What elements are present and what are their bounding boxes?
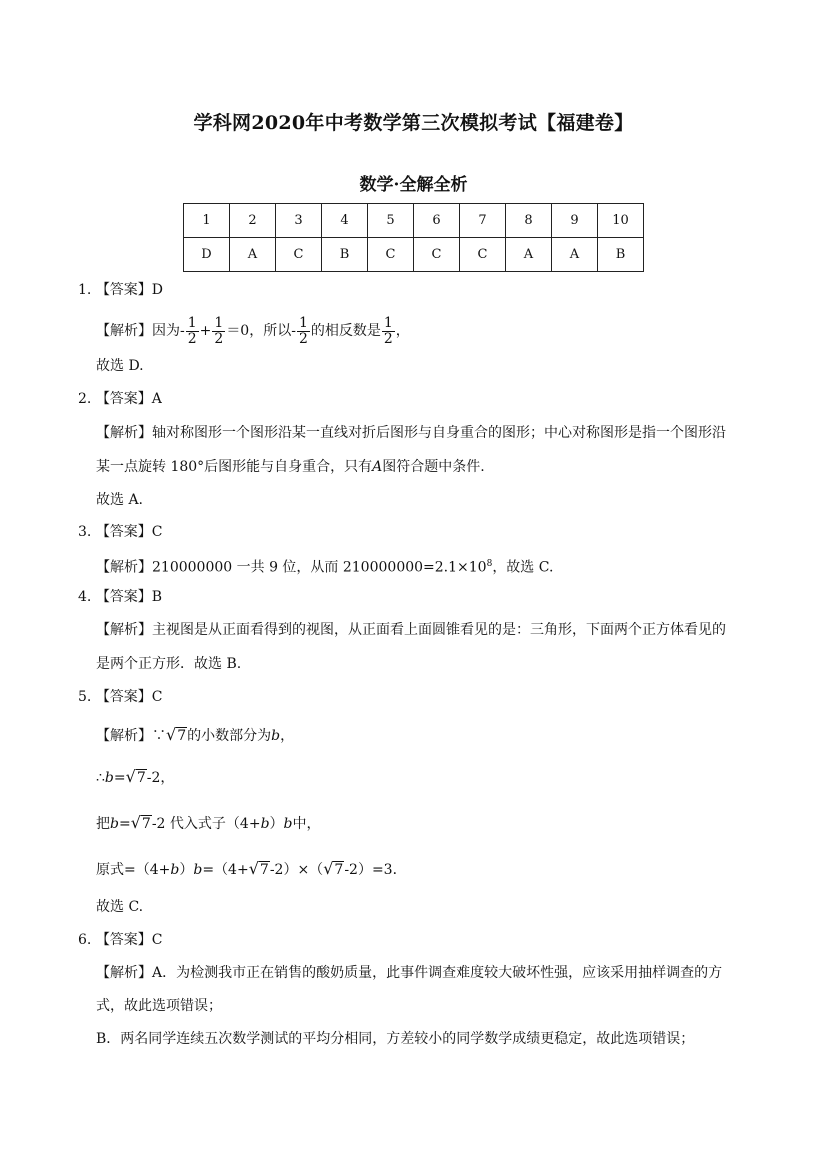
question-3-analysis [96, 554, 553, 578]
square-root [323, 859, 344, 880]
variable: b [283, 816, 293, 832]
question-5-analysis-line-3 [96, 813, 321, 834]
fraction [297, 316, 310, 347]
table-cell-answer: C [276, 238, 322, 272]
table-cell-answer: A [506, 238, 552, 272]
radical-sign-icon: √ [125, 767, 136, 786]
therefore-symbol: ∴ [96, 770, 105, 786]
analysis-text: 把 [96, 816, 110, 832]
question-5-header [78, 687, 163, 707]
analysis-text: -2）×（ [269, 862, 324, 878]
question-2-analysis-line-2 [96, 457, 485, 477]
fraction-numerator: 1 [214, 314, 224, 331]
radicand: 7 [259, 862, 269, 878]
analysis-text: ＝0，所以- [226, 323, 296, 339]
question-2-analysis-line-1: 【解析】轴对称图形一个图形沿某一直线对折后图形与自身重合的图形；中心对称图形是指一个图形沿 [96, 425, 726, 441]
analysis-text: -2）=3． [344, 862, 407, 878]
answer-label: 【答案】C [95, 689, 163, 705]
analysis-text: 【解析】210000000 一共 9 位，从而 210000000=2.1×10 [96, 559, 487, 576]
table-cell-number: 7 [460, 204, 506, 238]
analysis-text: 图符合题中条件. [382, 459, 485, 475]
answer-label: 【答案】C [95, 524, 163, 540]
radical-sign-icon: √ [323, 859, 334, 878]
radicand: 7 [177, 728, 187, 744]
analysis-text: ， [280, 728, 295, 744]
question-number: 1. [78, 282, 92, 298]
fraction-denominator: 2 [298, 330, 308, 347]
analysis-text: -2， [146, 770, 175, 786]
table-cell-number: 8 [506, 204, 552, 238]
answer-label: 【答案】C [95, 932, 163, 948]
fraction-denominator: 2 [383, 330, 393, 347]
table-cell-number: 9 [552, 204, 598, 238]
square-root [131, 813, 152, 834]
table-cell-answer: B [598, 238, 644, 272]
square-root [166, 725, 187, 746]
radicand: 7 [136, 770, 146, 786]
question-number: 5. [78, 689, 92, 705]
equals-sign: = [118, 816, 131, 832]
answer-label: 【答案】A [95, 391, 162, 407]
analysis-text: 中， [292, 816, 321, 832]
question-6-analysis-line-3: B．两名同学连续五次数学测试的平均分相同，方差较小的同学数学成绩更稳定，故此选项错误； [96, 1031, 695, 1047]
answer-label: 【答案】B [95, 589, 163, 605]
question-1-analysis [96, 314, 410, 348]
variable: b [104, 770, 114, 786]
table-cell-number: 10 [598, 204, 644, 238]
question-5-analysis-line-2 [96, 767, 174, 788]
question-4-analysis-line-2: 是两个正方形．故选 B. [96, 656, 242, 672]
variable: b [170, 862, 180, 878]
fraction-numerator: 1 [383, 314, 393, 331]
question-1-header [78, 280, 163, 300]
page-title: 学科网2020年中考数学第三次模拟考试【福建卷】 [193, 112, 634, 134]
table-cell-number: 2 [230, 204, 276, 238]
analysis-text: ， [395, 323, 410, 339]
table-cell-number: 3 [276, 204, 322, 238]
answer-label: 【答案】D [95, 282, 164, 298]
square-root [249, 859, 270, 880]
fraction-denominator: 2 [214, 330, 224, 347]
table-cell-answer: C [414, 238, 460, 272]
answer-table-answer-row [184, 238, 644, 272]
radicand: 7 [334, 862, 344, 878]
analysis-label: 【解析】 [96, 323, 152, 339]
analysis-text: 的小数部分为 [187, 728, 272, 744]
answer-table-number-row [184, 204, 644, 238]
fraction-numerator: 1 [187, 314, 197, 331]
variable: A [372, 459, 383, 475]
question-number: 3. [78, 524, 92, 540]
question-5-analysis-line-1 [96, 725, 294, 746]
analysis-text: ） [269, 816, 284, 832]
analysis-text: 因为- [152, 323, 185, 339]
question-3-header [78, 522, 163, 542]
variable: b [271, 728, 281, 744]
radical-sign-icon: √ [130, 813, 141, 832]
exponent: 8 [486, 559, 493, 569]
table-cell-answer: A [230, 238, 276, 272]
question-5-conclusion: 故选 C. [96, 899, 144, 915]
plus-sign: + [199, 323, 212, 339]
analysis-text: 某一点旋转 180°后图形能与自身重合，只有 [96, 459, 373, 475]
question-5-analysis-line-4 [96, 859, 407, 880]
table-cell-answer: C [368, 238, 414, 272]
fraction [186, 316, 199, 347]
question-number: 4. [78, 589, 92, 605]
analysis-text: =（4+ [202, 862, 249, 878]
fraction-numerator: 1 [298, 314, 308, 331]
analysis-text: 的相反数是 [310, 323, 381, 339]
analysis-text: -2 代入式子（4+ [151, 816, 261, 832]
question-4-analysis-line-1: 【解析】主视图是从正面看得到的视图，从正面看上面圆锥看见的是：三角形，下面两个正方体看见的 [96, 622, 726, 638]
table-cell-number: 6 [414, 204, 460, 238]
radical-sign-icon: √ [248, 859, 259, 878]
table-cell-number: 5 [368, 204, 414, 238]
radicand: 7 [141, 816, 151, 832]
square-root [126, 767, 147, 788]
question-2-conclusion: 故选 A. [96, 492, 144, 508]
table-cell-answer: A [552, 238, 598, 272]
table-cell-number: 4 [322, 204, 368, 238]
analysis-text: ，故选 C. [492, 559, 554, 576]
table-cell-number: 1 [184, 204, 230, 238]
fraction [382, 316, 395, 347]
question-2-header [78, 389, 162, 409]
table-cell-answer: D [184, 238, 230, 272]
question-6-analysis-line-1: 【解析】A．为检测我市正在销售的酸奶质量，此事件调查难度较大破坏性强，应该采用抽样调查的方 [96, 965, 723, 981]
fraction-denominator: 2 [187, 330, 197, 347]
table-cell-answer: C [460, 238, 506, 272]
variable: b [260, 816, 270, 832]
question-6-analysis-line-2: 式，故此选项错误； [96, 998, 222, 1014]
fraction [212, 316, 225, 347]
question-6-header [78, 930, 163, 950]
question-number: 6. [78, 932, 92, 948]
question-4-header [78, 587, 162, 607]
variable: b [193, 862, 203, 878]
question-number: 2. [78, 391, 92, 407]
table-cell-answer: B [322, 238, 368, 272]
radical-sign-icon: √ [166, 725, 177, 744]
analysis-text: 原式=（4+ [96, 862, 171, 878]
analysis-text: ） [179, 862, 194, 878]
equals-sign: = [113, 770, 126, 786]
question-1-conclusion: 故选 D. [96, 358, 144, 374]
page-subtitle: 数学·全解全析 [359, 175, 468, 195]
variable: b [110, 816, 119, 832]
analysis-label: 【解析】∵ [96, 728, 166, 744]
answer-table [183, 203, 644, 272]
